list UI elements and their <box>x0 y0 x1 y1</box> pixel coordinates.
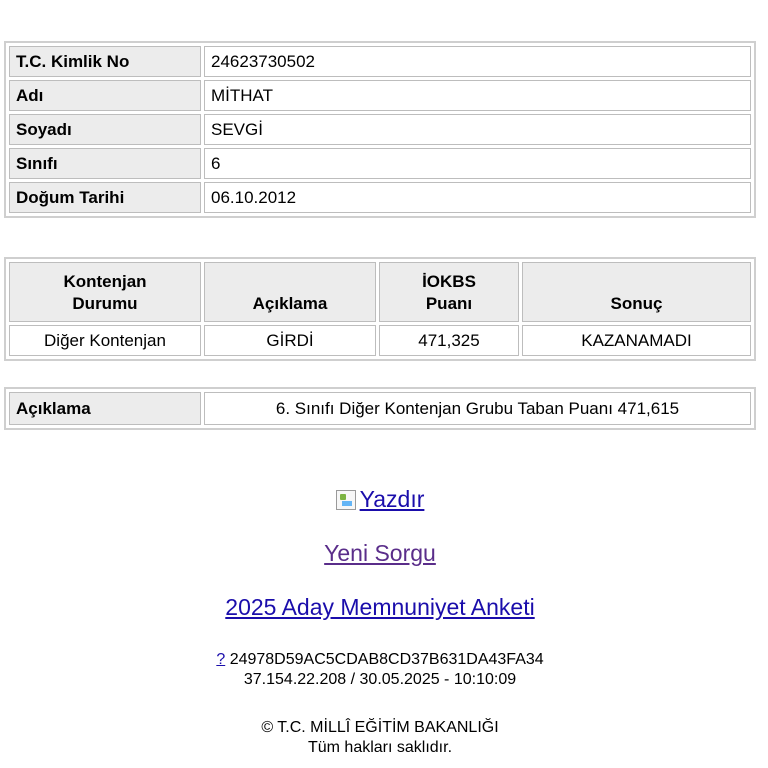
hash-value: 24978D59AC5CDAB8CD37B631DA43FA34 <box>229 651 544 668</box>
birth-value: 06.10.2012 <box>204 182 751 213</box>
tc-value: 24623730502 <box>204 46 751 77</box>
question-link[interactable]: ? <box>216 651 226 668</box>
description-value: 6. Sınıfı Diğer Kontenjan Grubu Taban Puanı 471,615 <box>204 392 751 425</box>
result-row <box>9 325 751 356</box>
print-link[interactable] <box>336 486 425 512</box>
score-header-line1: İOKBS <box>422 272 476 291</box>
description-label: Açıklama <box>9 392 201 425</box>
quota-value: Diğer Kontenjan <box>9 325 201 356</box>
score-header-line2: Puanı <box>425 294 473 313</box>
grade-label: Sınıfı <box>9 148 201 179</box>
surname-label: Soyadı <box>9 114 201 145</box>
hash-line <box>0 650 760 670</box>
name-value: MİTHAT <box>204 80 751 111</box>
grade-row <box>9 148 751 179</box>
surname-row <box>9 114 751 145</box>
description-row <box>9 392 751 425</box>
survey-row <box>0 594 760 621</box>
ip-time: 37.154.22.208 / 30.05.2025 - 10:10:09 <box>243 671 517 688</box>
print-row <box>0 486 760 513</box>
quota-header <box>9 262 201 322</box>
desc-header: Açıklama <box>204 262 376 322</box>
birth-label: Doğum Tarihi <box>9 182 201 213</box>
copyright-text: © T.C. MİLLÎ EĞİTİM BAKANLIĞI <box>261 719 499 736</box>
score-value: 471,325 <box>379 325 519 356</box>
new-query-row <box>0 540 760 567</box>
copyright-block <box>0 718 760 758</box>
outcome-header: Sonuç <box>522 262 751 322</box>
survey-link[interactable]: 2025 Aday Memnuniyet Anketi <box>225 594 535 620</box>
outcome-value: KAZANAMADI <box>522 325 751 356</box>
name-row <box>9 80 751 111</box>
name-label: Adı <box>9 80 201 111</box>
surname-value: SEVGİ <box>204 114 751 145</box>
rights-text: Tüm hakları saklıdır. <box>307 739 453 756</box>
grade-value: 6 <box>204 148 751 179</box>
tc-label: T.C. Kimlik No <box>9 46 201 77</box>
result-table <box>4 257 756 361</box>
birth-row <box>9 182 751 213</box>
print-link-label[interactable]: Yazdır <box>359 486 425 512</box>
desc-value: GİRDİ <box>204 325 376 356</box>
student-info-table <box>4 41 756 218</box>
hash-block <box>0 650 760 690</box>
quota-header-line2: Durumu <box>72 294 138 313</box>
result-header-row <box>9 262 751 322</box>
score-header <box>379 262 519 322</box>
description-table <box>4 387 756 430</box>
quota-header-line1: Kontenjan <box>63 272 147 291</box>
tc-row <box>9 46 751 77</box>
new-query-link[interactable]: Yeni Sorgu <box>324 540 436 566</box>
printer-icon[interactable] <box>336 490 356 510</box>
